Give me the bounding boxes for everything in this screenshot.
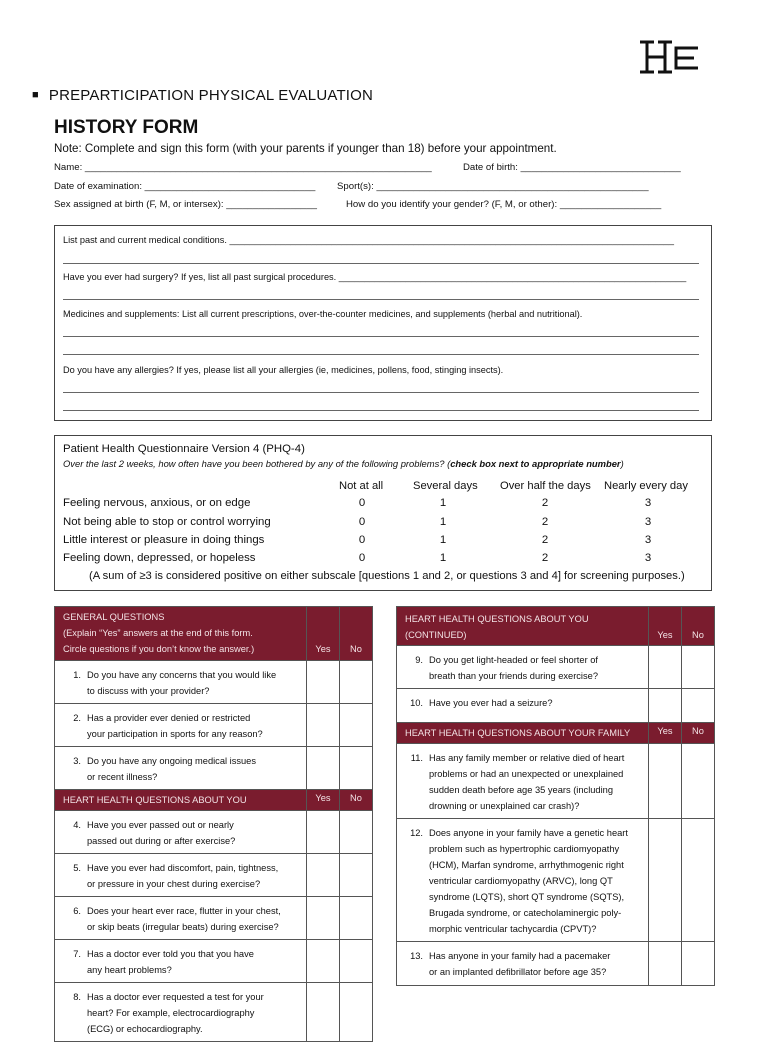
phq4-option[interactable]: 2 [541, 516, 549, 528]
answer-no-cell[interactable] [682, 942, 715, 986]
answer-no-cell[interactable] [340, 661, 373, 704]
surgery-line[interactable] [63, 299, 699, 300]
question-number: 6. [73, 906, 81, 916]
answer-yes-cell[interactable] [307, 704, 340, 747]
answer-yes-cell[interactable] [649, 819, 682, 942]
question-number: 10. [410, 698, 423, 708]
answer-no-cell[interactable] [340, 940, 373, 983]
question-text: Brugada syndrome, or catecholaminergic poly- [429, 908, 622, 918]
question-text: Do you have any concerns that you would like [87, 670, 277, 680]
question-text: Has anyone in your family had a pacemaker [429, 951, 611, 961]
phq4-row-label: Little interest or pleasure in doing things [63, 534, 265, 546]
section-marker-icon: ■ [32, 89, 39, 101]
conditions-line[interactable] [63, 263, 699, 264]
phq4-subtitle-text: Over the last 2 weeks, how often have you been bothered by any of the following problems? ( [63, 458, 451, 469]
question-number: 11. [410, 753, 423, 763]
form-title: HISTORY FORM [54, 117, 199, 138]
answer-no-cell[interactable] [340, 897, 373, 940]
sex-field[interactable]: Sex assigned at birth (F, M, or intersex): _________________ [54, 199, 317, 210]
allergies-label: Do you have any allergies? If yes, please list all your allergies (ie, medicines, pollens, food, stinging insects). [63, 365, 504, 375]
question-number: 9. [415, 655, 423, 665]
medical-history-box [54, 225, 712, 421]
question-number: 7. [73, 949, 81, 959]
question-text: drowning or unexplained car crash)? [429, 801, 580, 811]
continued-header-line: (CONTINUED) [405, 630, 467, 640]
question-2 [55, 704, 307, 747]
answer-no-cell[interactable] [340, 704, 373, 747]
question-number: 3. [73, 756, 81, 766]
yes-column-header: Yes [307, 607, 340, 661]
name-field[interactable]: Name: _________________________________________________________________ [54, 162, 432, 173]
section-title [32, 87, 373, 104]
no-column-header: No [340, 607, 373, 661]
answer-yes-cell[interactable] [649, 942, 682, 986]
phq4-row-label: Not being able to stop or control worrying [63, 516, 271, 528]
question-number: 5. [73, 863, 81, 873]
medicines-line-1[interactable] [63, 336, 699, 337]
phq4-col-over-half: Over half the days [500, 480, 591, 492]
phq4-option[interactable]: 1 [439, 497, 447, 509]
question-number: 1. [73, 670, 81, 680]
general-header-line: Circle questions if you don’t know the answer.) [63, 644, 255, 654]
phq4-subtitle [63, 458, 624, 469]
answer-yes-cell[interactable] [307, 854, 340, 897]
question-text: Have you ever had discomfort, pain, tightness, [87, 863, 279, 873]
question-text: Have you ever passed out or nearly [87, 820, 234, 830]
question-7 [55, 940, 307, 983]
question-number: 8. [73, 992, 81, 1002]
question-11 [397, 744, 649, 819]
answer-no-cell[interactable] [682, 744, 715, 819]
conditions-field[interactable]: List past and current medical conditions. _______________________________________________________________________________________ [63, 235, 675, 245]
question-9 [397, 646, 649, 689]
gender-field[interactable]: How do you identify your gender? (F, M, or other): ___________________ [346, 199, 662, 210]
question-text: or recent illness? [87, 772, 158, 782]
question-text: your participation in sports for any reason? [87, 729, 263, 739]
phq4-option[interactable]: 2 [541, 497, 549, 509]
question-text: problem such as hypertrophic cardiomyopathy [429, 844, 620, 854]
phq4-col-nearly-every-day: Nearly every day [604, 480, 688, 492]
answer-yes-cell[interactable] [307, 661, 340, 704]
answer-no-cell[interactable] [340, 983, 373, 1042]
answer-yes-cell[interactable] [649, 646, 682, 689]
phq4-option[interactable]: 2 [541, 552, 549, 564]
question-text: problems or had an unexpected or unexplained [429, 769, 624, 779]
question-4 [55, 811, 307, 854]
general-questions-table [54, 606, 373, 1042]
phq4-option[interactable]: 1 [439, 552, 447, 564]
no-column-header: No [682, 723, 715, 744]
continued-header-line: HEART HEALTH QUESTIONS ABOUT YOU [405, 614, 589, 624]
question-text: (ECG) or echocardiography. [87, 1024, 203, 1034]
question-5 [55, 854, 307, 897]
phq4-row-label: Feeling nervous, anxious, or on edge [63, 497, 251, 509]
question-text: passed out during or after exercise? [87, 836, 236, 846]
phq4-subtitle-bold: check box next to appropriate number [450, 458, 621, 469]
question-text: (HCM), Marfan syndrome, arrhythmogenic right [429, 860, 624, 870]
phq4-subtitle-end: ) [620, 458, 624, 469]
answer-yes-cell[interactable] [649, 689, 682, 723]
allergies-line-1[interactable] [63, 392, 699, 393]
question-text: Has a doctor ever requested a test for your [87, 992, 264, 1002]
answer-yes-cell[interactable] [307, 897, 340, 940]
answer-no-cell[interactable] [340, 854, 373, 897]
sports-field[interactable]: Sport(s): ___________________________________________________ [337, 181, 649, 192]
question-text: syndrome (LQTS), short QT syndrome (SQTS), [429, 892, 625, 902]
question-text: heart? For example, electrocardiography [87, 1008, 255, 1018]
question-number: 13. [410, 951, 423, 961]
question-text: Do you have any ongoing medical issues [87, 756, 256, 766]
exam-date-field[interactable]: Date of examination: ________________________________ [54, 181, 316, 192]
yes-column-header: Yes [307, 790, 340, 811]
question-text: any heart problems? [87, 965, 172, 975]
question-number: 12. [410, 828, 423, 838]
medicines-label: Medicines and supplements: List all current prescriptions, over-the-counter medicines, and supplements (herbal and nutritional). [63, 309, 583, 319]
question-text: or an implanted defibrillator before age 35? [429, 967, 607, 977]
heart-health-header: HEART HEALTH QUESTIONS ABOUT YOU [55, 790, 307, 811]
general-header-line: GENERAL QUESTIONS [63, 612, 165, 622]
answer-no-cell[interactable] [682, 819, 715, 942]
phq4-col-not-at-all: Not at all [339, 480, 384, 492]
phq4-col-several-days: Several days [413, 480, 478, 492]
heart-continued-header [397, 607, 649, 646]
medicines-line-2[interactable] [63, 354, 699, 355]
phq4-option[interactable]: 3 [644, 534, 652, 546]
answer-yes-cell[interactable] [307, 983, 340, 1042]
heart-health-table [396, 606, 715, 986]
answer-yes-cell[interactable] [307, 811, 340, 854]
answer-yes-cell[interactable] [649, 744, 682, 819]
answer-no-cell[interactable] [340, 747, 373, 790]
no-column-header: No [340, 790, 373, 811]
allergies-line-2[interactable] [63, 410, 699, 411]
phq4-option[interactable]: 3 [644, 497, 652, 509]
question-text: Has a provider ever denied or restricted [87, 713, 251, 723]
phq4-option[interactable]: 1 [439, 516, 447, 528]
question-3 [55, 747, 307, 790]
phq4-footnote: (A sum of ≥3 is considered positive on either subscale [questions 1 and 2, or questions 3 and 4] for screening purposes.) [89, 570, 685, 582]
no-column-header: No [682, 607, 715, 646]
answer-yes-cell[interactable] [307, 940, 340, 983]
question-text: Does your heart ever race, flutter in your chest, [87, 906, 281, 916]
question-text: Does anyone in your family have a genetic heart [429, 828, 628, 838]
question-text: or pressure in your chest during exercise? [87, 879, 261, 889]
phq4-option[interactable]: 2 [541, 534, 549, 546]
answer-no-cell[interactable] [340, 811, 373, 854]
question-text: Have you ever had a seizure? [429, 698, 553, 708]
question-text: breath than your friends during exercise? [429, 671, 598, 681]
question-text: sudden death before age 35 years (including [429, 785, 614, 795]
question-text: Has any family member or relative died of heart [429, 753, 625, 763]
section-title-text: PREPARTICIPATION PHYSICAL EVALUATION [48, 87, 374, 104]
answer-yes-cell[interactable] [307, 747, 340, 790]
question-6 [55, 897, 307, 940]
yes-column-header: Yes [649, 723, 682, 744]
surgery-field[interactable]: Have you ever had surgery? If yes, list all past surgical procedures. ____________________________________________________________________ [63, 272, 687, 282]
question-13 [397, 942, 649, 986]
phq4-row-label: Feeling down, depressed, or hopeless [63, 552, 256, 564]
phq4-option[interactable]: 0 [358, 552, 366, 564]
phq4-option[interactable]: 1 [439, 534, 447, 546]
phq4-title: Patient Health Questionnaire Version 4 (PHQ-4) [63, 443, 305, 455]
question-1 [55, 661, 307, 704]
question-text: ventricular cardiomyopathy (ARVC), long QT [429, 876, 613, 886]
phq4-option[interactable]: 0 [358, 534, 366, 546]
question-text: to discuss with your provider? [87, 686, 210, 696]
general-header-line: (Explain “Yes” answers at the end of this form. [63, 628, 253, 638]
phq4-box [54, 435, 712, 591]
question-10 [397, 689, 649, 723]
question-text: or skip beats (irregular beats) during exercise? [87, 922, 279, 932]
general-questions-header [55, 607, 307, 661]
dob-field[interactable]: Date of birth: ______________________________ [463, 162, 681, 173]
question-number: 2. [73, 713, 81, 723]
phq4-option[interactable]: 3 [644, 552, 652, 564]
answer-no-cell[interactable] [682, 689, 715, 723]
question-8 [55, 983, 307, 1042]
phq4-option[interactable]: 0 [358, 516, 366, 528]
family-heart-header: HEART HEALTH QUESTIONS ABOUT YOUR FAMILY [397, 723, 649, 744]
form-note: Note: Complete and sign this form (with your parents if younger than 18) before your appointment. [54, 142, 557, 155]
phq4-option[interactable]: 0 [358, 497, 366, 509]
question-text: Do you get light-headed or feel shorter of [429, 655, 598, 665]
school-logo [636, 38, 700, 76]
question-text: morphic ventricular tachycardia (CPVT)? [429, 924, 597, 934]
yes-column-header: Yes [649, 607, 682, 646]
answer-no-cell[interactable] [682, 646, 715, 689]
phq4-option[interactable]: 3 [644, 516, 652, 528]
question-12 [397, 819, 649, 942]
question-text: Has a doctor ever told you that you have [87, 949, 254, 959]
question-number: 4. [73, 820, 81, 830]
